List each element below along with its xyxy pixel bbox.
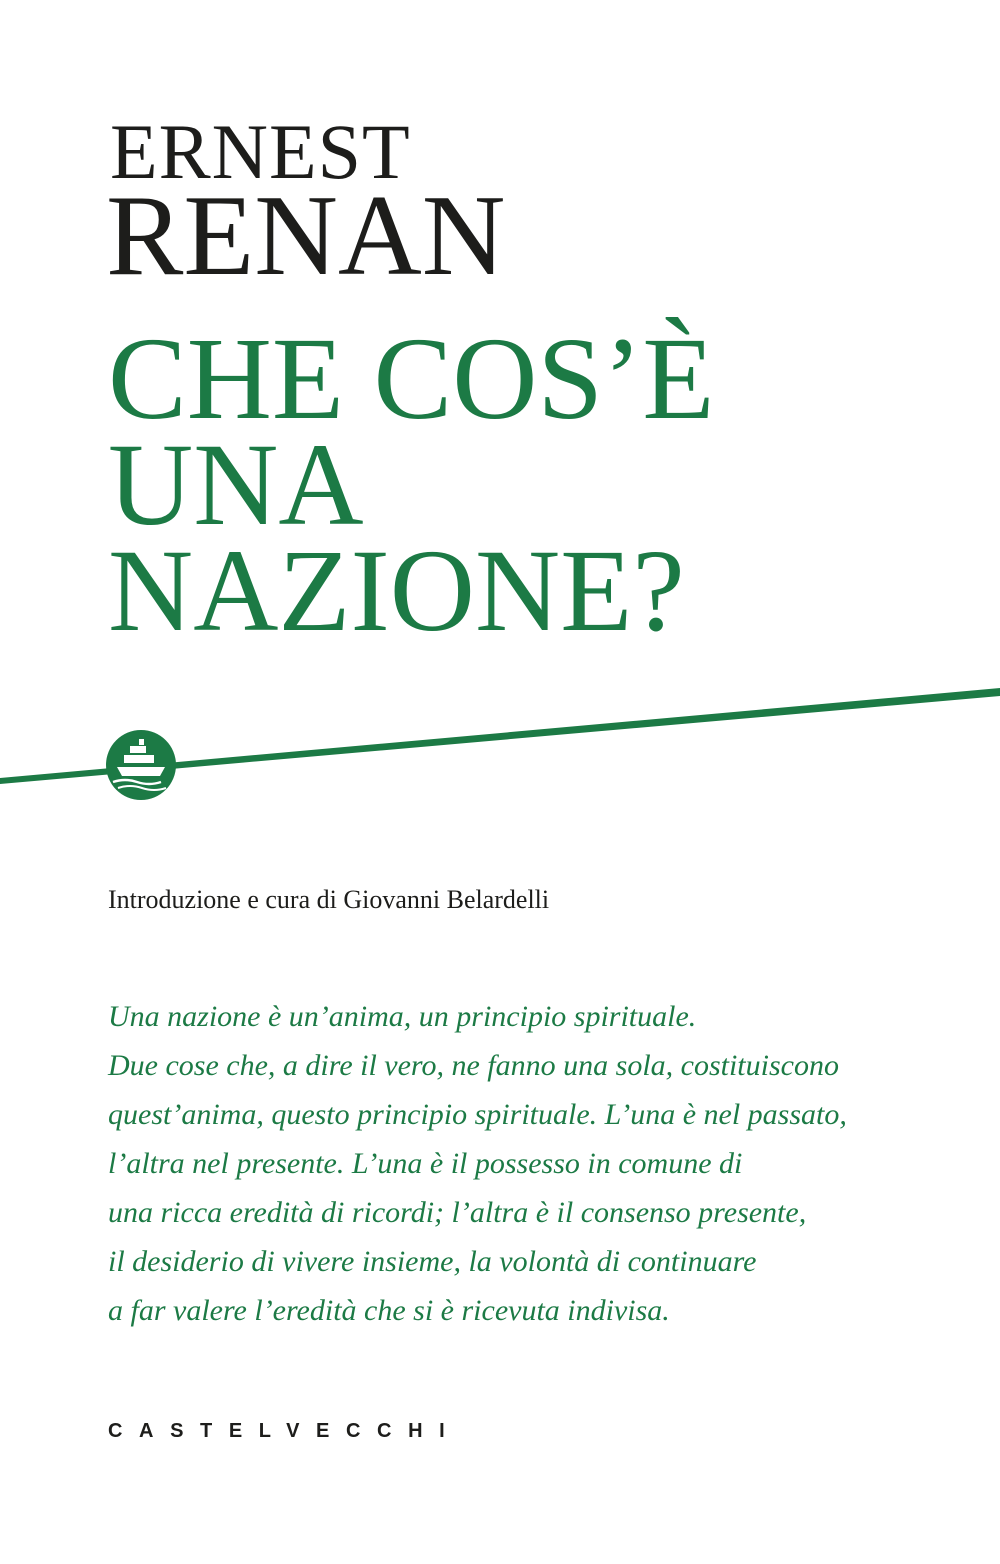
quote-line-7: a far valere l’eredità che si è ricevuta indivisa. <box>108 1294 670 1327</box>
author-last-name: RENAN <box>106 172 506 300</box>
ship-logo-icon <box>106 730 176 800</box>
quote-line-3: quest’anima, questo principio spirituale. L’una è nel passato, <box>108 1098 847 1131</box>
publisher-name: CASTELVECCHI <box>108 1420 462 1442</box>
title-line-1: CHE COS’È <box>108 313 715 444</box>
green-divider-line <box>0 670 1000 800</box>
quote-line-6: il desiderio di vivere insieme, la volontà di continuare <box>108 1245 757 1278</box>
quote-line-1: Una nazione è un’anima, un principio spirituale. <box>108 1000 697 1033</box>
author-first-name: ERNEST <box>110 108 411 195</box>
title-line-2: UNA <box>108 419 364 550</box>
cover-quote <box>108 992 908 1335</box>
quote-line-4: l’altra nel presente. L’una è il possesso in comune di <box>108 1147 743 1180</box>
book-title <box>108 313 715 656</box>
quote-line-2: Due cose che, a dire il vero, ne fanno una sola, costituiscono <box>108 1049 839 1082</box>
quote-line-5: una ricca eredità di ricordi; l’altra è il consenso presente, <box>108 1196 807 1229</box>
editor-credit: Introduzione e cura di Giovanni Belardelli <box>108 885 550 914</box>
title-line-3: NAZIONE? <box>108 525 685 656</box>
